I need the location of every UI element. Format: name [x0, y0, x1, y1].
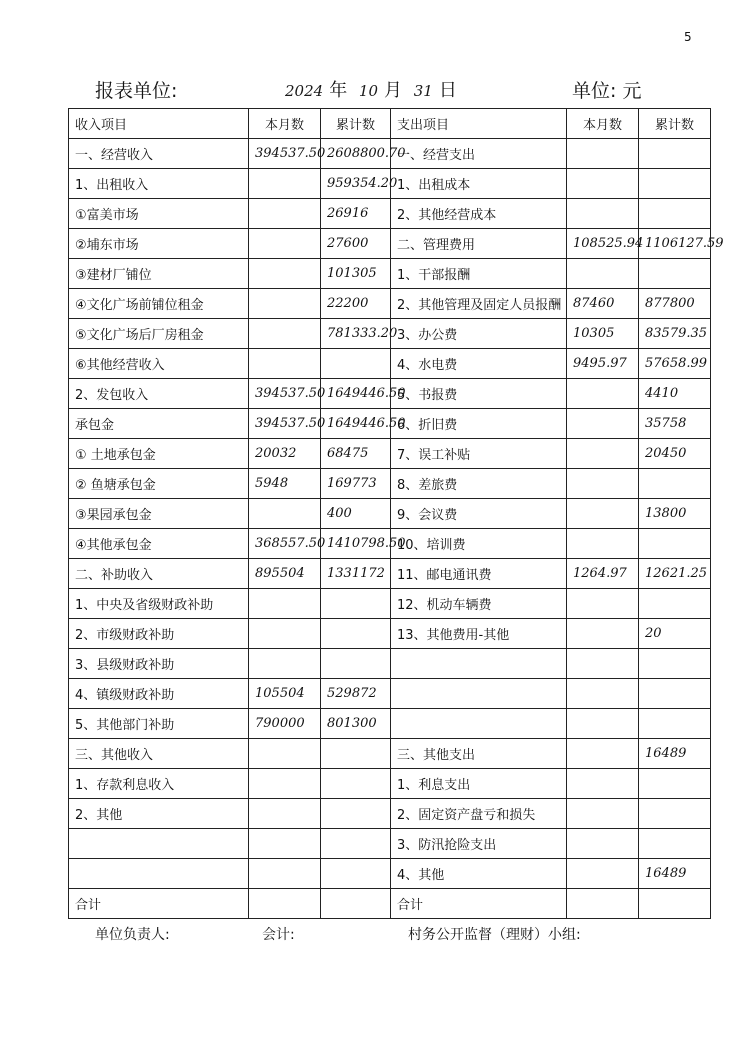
expense-cumulative-cell: 12621.25	[639, 559, 711, 589]
expense-item-cell: 一、经营支出	[391, 139, 567, 169]
expense-month-cell	[567, 739, 639, 769]
date-year-char: 年	[329, 80, 348, 101]
table-row	[69, 289, 711, 319]
expense-item-cell: 7、误工补贴	[391, 439, 567, 469]
expense-month-cell	[567, 139, 639, 169]
expense-month-cell	[567, 379, 639, 409]
table-row	[69, 619, 711, 649]
expense-item-cell: 合计	[391, 889, 567, 919]
expense-cumulative-cell	[639, 769, 711, 799]
expense-month-cell: 87460	[567, 289, 639, 319]
table-row	[69, 319, 711, 349]
income-month-cell: 394537.50	[249, 139, 321, 169]
expense-cumulative-cell	[639, 169, 711, 199]
expense-cumulative-cell	[639, 469, 711, 499]
expense-cumulative-cell	[639, 259, 711, 289]
expense-month-cell	[567, 859, 639, 889]
income-cumulative-cell	[321, 589, 391, 619]
expense-cumulative-cell	[639, 199, 711, 229]
table-row	[69, 799, 711, 829]
income-cumulative-cell: 1331172	[321, 559, 391, 589]
footer-supervision: 村务公开监督（理财）小组:	[408, 927, 581, 943]
expense-cumulative-cell	[639, 889, 711, 919]
expense-cumulative-cell: 83579.35	[639, 319, 711, 349]
expense-month-cell	[567, 409, 639, 439]
income-cumulative-cell	[321, 829, 391, 859]
income-cumulative-cell	[321, 889, 391, 919]
expense-item-cell: 13、其他费用-其他	[391, 619, 567, 649]
expense-item-cell: 6、折旧费	[391, 409, 567, 439]
income-cumulative-cell: 781333.20	[321, 319, 391, 349]
expense-item-cell: 5、书报费	[391, 379, 567, 409]
expense-item-cell: 9、会议费	[391, 499, 567, 529]
header-income-month: 本月数	[249, 109, 321, 139]
expense-month-cell: 9495.97	[567, 349, 639, 379]
expense-month-cell: 1264.97	[567, 559, 639, 589]
income-item-cell: 1、中央及省级财政补助	[69, 589, 249, 619]
expense-cumulative-cell: 35758	[639, 409, 711, 439]
income-item-cell: 1、存款利息收入	[69, 769, 249, 799]
income-item-cell: ④其他承包金	[69, 529, 249, 559]
expense-item-cell: 4、水电费	[391, 349, 567, 379]
income-item-cell: ⑤文化广场后厂房租金	[69, 319, 249, 349]
header-expense-cumulative: 累计数	[639, 109, 711, 139]
header-expense-month: 本月数	[567, 109, 639, 139]
date-day: 31	[413, 82, 433, 100]
table-row	[69, 469, 711, 499]
income-item-cell: 5、其他部门补助	[69, 709, 249, 739]
income-item-cell: ③果园承包金	[69, 499, 249, 529]
header-expense-item: 支出项目	[391, 109, 567, 139]
expense-month-cell	[567, 439, 639, 469]
income-cumulative-cell: 101305	[321, 259, 391, 289]
income-item-cell: 1、出租收入	[69, 169, 249, 199]
expense-item-cell: 8、差旅费	[391, 469, 567, 499]
income-cumulative-cell: 2608800.70	[321, 139, 391, 169]
date-year: 2024	[285, 82, 324, 100]
expense-month-cell	[567, 169, 639, 199]
table-row	[69, 169, 711, 199]
income-expense-table	[68, 108, 724, 919]
expense-cumulative-cell	[639, 679, 711, 709]
table-row	[69, 529, 711, 559]
expense-cumulative-cell: 16489	[639, 739, 711, 769]
income-item-cell: ④文化广场前铺位租金	[69, 289, 249, 319]
income-item-cell: ⑥其他经营收入	[69, 349, 249, 379]
expense-cumulative-cell: 20	[639, 619, 711, 649]
income-month-cell: 394537.50	[249, 379, 321, 409]
expense-cumulative-cell: 20450	[639, 439, 711, 469]
income-cumulative-cell	[321, 649, 391, 679]
report-date	[285, 76, 463, 102]
table-row	[69, 559, 711, 589]
header-income-cumulative: 累计数	[321, 109, 391, 139]
income-month-cell: 5948	[249, 469, 321, 499]
date-month: 10	[358, 82, 379, 100]
table-row	[69, 259, 711, 289]
income-item-cell: ①富美市场	[69, 199, 249, 229]
expense-month-cell: 10305	[567, 319, 639, 349]
header-income-item: 收入项目	[69, 109, 249, 139]
expense-cumulative-cell: 877800	[639, 289, 711, 319]
expense-item-cell	[391, 709, 567, 739]
income-item-cell: 2、市级财政补助	[69, 619, 249, 649]
income-cumulative-cell	[321, 799, 391, 829]
income-month-cell	[249, 619, 321, 649]
table-row	[69, 409, 711, 439]
expense-cumulative-cell	[639, 139, 711, 169]
table-row	[69, 859, 711, 889]
income-item-cell: 2、其他	[69, 799, 249, 829]
expense-item-cell	[391, 649, 567, 679]
expense-month-cell	[567, 889, 639, 919]
expense-month-cell	[567, 259, 639, 289]
expense-month-cell: 108525.94	[567, 229, 639, 259]
income-month-cell: 368557.50	[249, 529, 321, 559]
expense-month-cell	[567, 499, 639, 529]
expense-month-cell	[567, 769, 639, 799]
expense-month-cell	[567, 679, 639, 709]
table-row	[69, 349, 711, 379]
expense-cumulative-cell	[639, 829, 711, 859]
expense-month-cell	[567, 829, 639, 859]
expense-month-cell	[567, 649, 639, 679]
table-row	[69, 199, 711, 229]
expense-item-cell: 3、防汛抢险支出	[391, 829, 567, 859]
income-cumulative-cell: 959354.20	[321, 169, 391, 199]
income-item-cell: 三、其他收入	[69, 739, 249, 769]
expense-item-cell: 2、其他管理及固定人员报酬	[391, 289, 567, 319]
income-item-cell: 3、县级财政补助	[69, 649, 249, 679]
income-cumulative-cell: 529872	[321, 679, 391, 709]
date-day-char: 日	[438, 80, 457, 101]
income-cumulative-cell: 27600	[321, 229, 391, 259]
income-month-cell	[249, 589, 321, 619]
table-row	[69, 739, 711, 769]
expense-item-cell: 11、邮电通讯费	[391, 559, 567, 589]
income-month-cell: 895504	[249, 559, 321, 589]
income-month-cell	[249, 499, 321, 529]
table-row	[69, 679, 711, 709]
expense-cumulative-cell	[639, 589, 711, 619]
income-month-cell: 394537.50	[249, 409, 321, 439]
income-cumulative-cell	[321, 619, 391, 649]
income-month-cell: 790000	[249, 709, 321, 739]
income-month-cell	[249, 169, 321, 199]
table-row	[69, 499, 711, 529]
expense-item-cell: 2、其他经营成本	[391, 199, 567, 229]
expense-month-cell	[567, 619, 639, 649]
income-month-cell	[249, 889, 321, 919]
income-month-cell	[249, 229, 321, 259]
income-month-cell	[249, 769, 321, 799]
income-cumulative-cell	[321, 769, 391, 799]
footer-accountant: 会计:	[262, 927, 295, 943]
expense-cumulative-cell	[639, 799, 711, 829]
expense-month-cell	[567, 589, 639, 619]
expense-cumulative-cell	[639, 529, 711, 559]
income-month-cell	[249, 859, 321, 889]
expense-item-cell: 1、出租成本	[391, 169, 567, 199]
income-cumulative-cell	[321, 859, 391, 889]
expense-cumulative-cell: 13800	[639, 499, 711, 529]
income-cumulative-cell: 1410798.50	[321, 529, 391, 559]
income-month-cell	[249, 349, 321, 379]
expense-cumulative-cell: 4410	[639, 379, 711, 409]
table-header-row	[69, 109, 711, 139]
expense-item-cell: 10、培训费	[391, 529, 567, 559]
income-item-cell	[69, 859, 249, 889]
income-item-cell: ②埔东市场	[69, 229, 249, 259]
income-cumulative-cell: 1649446.50	[321, 409, 391, 439]
income-month-cell	[249, 739, 321, 769]
income-item-cell: 4、镇级财政补助	[69, 679, 249, 709]
expense-item-cell: 二、管理费用	[391, 229, 567, 259]
expense-item-cell: 三、其他支出	[391, 739, 567, 769]
expense-item-cell: 1、干部报酬	[391, 259, 567, 289]
table-row	[69, 139, 711, 169]
table-row	[69, 829, 711, 859]
income-item-cell: ① 土地承包金	[69, 439, 249, 469]
table-row	[69, 889, 711, 919]
table-row	[69, 769, 711, 799]
income-cumulative-cell	[321, 739, 391, 769]
income-item-cell: 一、经营收入	[69, 139, 249, 169]
table-body	[69, 139, 724, 919]
income-cumulative-cell: 22200	[321, 289, 391, 319]
income-month-cell	[249, 829, 321, 859]
table-row	[69, 229, 711, 259]
table-row	[69, 649, 711, 679]
income-month-cell	[249, 799, 321, 829]
expense-month-cell	[567, 709, 639, 739]
expense-month-cell	[567, 199, 639, 229]
income-item-cell: ③建材厂铺位	[69, 259, 249, 289]
currency-unit-label: 单位: 元	[572, 80, 642, 102]
page-number: 5	[684, 30, 692, 44]
income-cumulative-cell: 169773	[321, 469, 391, 499]
income-cumulative-cell: 26916	[321, 199, 391, 229]
income-month-cell: 20032	[249, 439, 321, 469]
footer-responsible: 单位负责人:	[95, 927, 170, 943]
income-month-cell	[249, 289, 321, 319]
expense-month-cell	[567, 469, 639, 499]
income-month-cell: 105504	[249, 679, 321, 709]
table-row	[69, 589, 711, 619]
expense-cumulative-cell	[639, 709, 711, 739]
expense-cumulative-cell: 1106127.59	[639, 229, 711, 259]
income-month-cell	[249, 649, 321, 679]
income-month-cell	[249, 319, 321, 349]
income-cumulative-cell	[321, 349, 391, 379]
expense-item-cell: 4、其他	[391, 859, 567, 889]
table-row	[69, 709, 711, 739]
expense-cumulative-cell: 16489	[639, 859, 711, 889]
expense-month-cell	[567, 529, 639, 559]
expense-item-cell	[391, 679, 567, 709]
expense-cumulative-cell	[639, 649, 711, 679]
income-item-cell: ② 鱼塘承包金	[69, 469, 249, 499]
income-cumulative-cell: 801300	[321, 709, 391, 739]
income-month-cell	[249, 259, 321, 289]
income-item-cell: 承包金	[69, 409, 249, 439]
income-cumulative-cell: 400	[321, 499, 391, 529]
expense-item-cell: 2、固定资产盘亏和损失	[391, 799, 567, 829]
income-item-cell: 二、补助收入	[69, 559, 249, 589]
expense-cumulative-cell: 57658.99	[639, 349, 711, 379]
table-row	[69, 379, 711, 409]
date-month-char: 月	[384, 80, 403, 101]
table-row	[69, 439, 711, 469]
expense-month-cell	[567, 799, 639, 829]
expense-item-cell: 1、利息支出	[391, 769, 567, 799]
income-item-cell	[69, 829, 249, 859]
expense-item-cell: 12、机动车辆费	[391, 589, 567, 619]
income-cumulative-cell: 1649446.50	[321, 379, 391, 409]
income-item-cell: 2、发包收入	[69, 379, 249, 409]
income-item-cell: 合计	[69, 889, 249, 919]
income-cumulative-cell: 68475	[321, 439, 391, 469]
report-unit-label: 报表单位:	[95, 80, 178, 102]
income-month-cell	[249, 199, 321, 229]
expense-item-cell: 3、办公费	[391, 319, 567, 349]
